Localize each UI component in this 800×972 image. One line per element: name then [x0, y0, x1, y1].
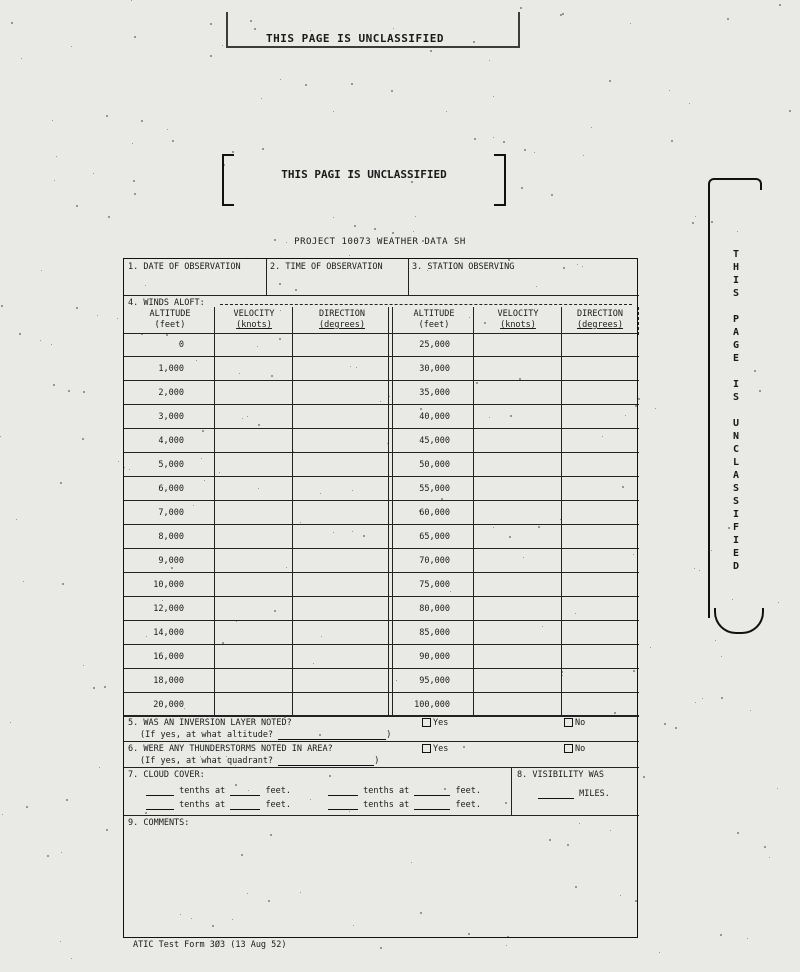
altitude-right-cell: 40,000 [419, 412, 450, 422]
col-velocity-left: VELOCITY (knots) [233, 309, 275, 330]
col-direction-left: DIRECTION (degrees) [318, 309, 366, 330]
altitude-left-cell: 1,000 [158, 364, 184, 374]
altitude-right-cell: 65,000 [419, 532, 450, 542]
cloud-line-2a: tenths at feet. [146, 800, 291, 810]
altitude-right-cell: 100,000 [414, 700, 450, 710]
time-of-observation-label: 2. TIME OF OBSERVATION [270, 262, 383, 272]
weather-data-form [123, 258, 638, 938]
date-of-observation-label: 1. DATE OF OBSERVATION [128, 262, 241, 272]
classification-banner-top: THIS PAGE IS UNCLASSIFIED [265, 32, 445, 45]
vertical-stamp-letter: I [732, 509, 740, 520]
inversion-followup: (If yes, at what altitude? ) [140, 730, 392, 740]
vertical-stamp-letter: E [732, 353, 740, 364]
comments-heading: 9. COMMENTS: [128, 818, 190, 828]
altitude-left-cell: 14,000 [153, 628, 184, 638]
thunderstorms-no[interactable]: No [564, 744, 585, 754]
thunderstorms-followup: (If yes, at what quadrant? ) [140, 756, 380, 766]
vertical-stamp-letter: A [732, 470, 740, 481]
col-velocity-right: VELOCITY (knots) [497, 309, 539, 330]
altitude-left-cell: 8,000 [158, 532, 184, 542]
altitude-left-cell: 5,000 [158, 460, 184, 470]
vertical-stamp-letter: I [732, 535, 740, 546]
vertical-stamp-letter: U [732, 418, 740, 429]
form-title: PROJECT 10073 WEATHER DATA SH [294, 237, 466, 247]
vertical-stamp-letter: S [732, 496, 740, 507]
vertical-stamp-letter: L [732, 457, 740, 468]
col-direction-right: DIRECTION (degrees) [576, 309, 624, 330]
altitude-right-cell: 35,000 [419, 388, 450, 398]
vertical-stamp-letter: I [732, 379, 740, 390]
altitude-right-cell: 25,000 [419, 340, 450, 350]
visibility-heading: 8. VISIBILITY WAS [517, 770, 604, 780]
visibility-line: MILES. [538, 789, 610, 799]
altitude-right-cell: 50,000 [419, 460, 450, 470]
vertical-stamp-letter: P [732, 314, 740, 325]
vertical-stamp-letter: S [732, 483, 740, 494]
vertical-stamp-letter: D [732, 561, 740, 572]
altitude-left-cell: 7,000 [158, 508, 184, 518]
inversion-no[interactable]: No [564, 718, 585, 728]
inversion-question: 5. WAS AN INVERSION LAYER NOTED? [128, 718, 292, 728]
cloud-line-1a: tenths at feet. [146, 786, 291, 796]
classification-stamp [222, 154, 506, 202]
col-altitude-right: ALTITUDE (feet) [413, 309, 455, 330]
altitude-right-cell: 55,000 [419, 484, 450, 494]
inversion-yes[interactable]: Yes [422, 718, 448, 728]
winds-aloft-heading: 4. WINDS ALOFT: [128, 298, 205, 308]
altitude-left-cell: 2,000 [158, 388, 184, 398]
vertical-stamp-letter: E [732, 548, 740, 559]
vertical-stamp-letter: C [732, 444, 740, 455]
altitude-left-cell: 4,000 [158, 436, 184, 446]
thunderstorms-question: 6. WERE ANY THUNDERSTORMS NOTED IN AREA? [128, 744, 333, 754]
altitude-right-cell: 80,000 [419, 604, 450, 614]
altitude-left-cell: 3,000 [158, 412, 184, 422]
altitude-right-cell: 60,000 [419, 508, 450, 518]
altitude-right-cell: 75,000 [419, 580, 450, 590]
altitude-right-cell: 85,000 [419, 628, 450, 638]
vertical-stamp-letter: I [732, 275, 740, 286]
cloud-cover-heading: 7. CLOUD COVER: [128, 770, 205, 780]
thunderstorms-yes-checkbox[interactable] [422, 744, 431, 753]
altitude-right-cell: 95,000 [419, 676, 450, 686]
altitude-left-cell: 9,000 [158, 556, 184, 566]
inversion-no-checkbox[interactable] [564, 718, 573, 727]
altitude-right-cell: 30,000 [419, 364, 450, 374]
altitude-left-cell: 20,000 [153, 700, 184, 710]
form-footer: ATIC Test Form 3Ø3 (13 Aug 52) [133, 940, 287, 950]
vertical-stamp-letter: G [732, 340, 740, 351]
cloud-line-1b: tenths at feet. [328, 786, 481, 796]
altitude-left-cell: 12,000 [153, 604, 184, 614]
thunderstorms-no-checkbox[interactable] [564, 744, 573, 753]
vertical-stamp-letter: T [732, 249, 740, 260]
altitude-left-cell: 0 [178, 340, 184, 350]
vertical-stamp-letter: N [732, 431, 740, 442]
altitude-right-cell: 90,000 [419, 652, 450, 662]
cloud-line-2b: tenths at feet. [328, 800, 481, 810]
altitude-left-cell: 6,000 [158, 484, 184, 494]
altitude-left-cell: 10,000 [153, 580, 184, 590]
altitude-right-cell: 70,000 [419, 556, 450, 566]
col-altitude-left: ALTITUDE (feet) [149, 309, 191, 330]
vertical-stamp-letter: S [732, 288, 740, 299]
vertical-classification-stamp [708, 178, 764, 638]
vertical-stamp-letter: S [732, 392, 740, 403]
altitude-left-cell: 16,000 [153, 652, 184, 662]
station-observing-label: 3. STATION OBSERVING [412, 262, 515, 272]
vertical-stamp-letters [730, 248, 742, 573]
stamp-text: THIS PAGI IS UNCLASSIFIED [281, 168, 447, 181]
vertical-stamp-letter: H [732, 262, 740, 273]
vertical-stamp-letter: A [732, 327, 740, 338]
altitude-right-cell: 45,000 [419, 436, 450, 446]
vertical-stamp-letter: F [732, 522, 740, 533]
inversion-yes-checkbox[interactable] [422, 718, 431, 727]
thunderstorms-yes[interactable]: Yes [422, 744, 448, 754]
altitude-left-cell: 18,000 [153, 676, 184, 686]
